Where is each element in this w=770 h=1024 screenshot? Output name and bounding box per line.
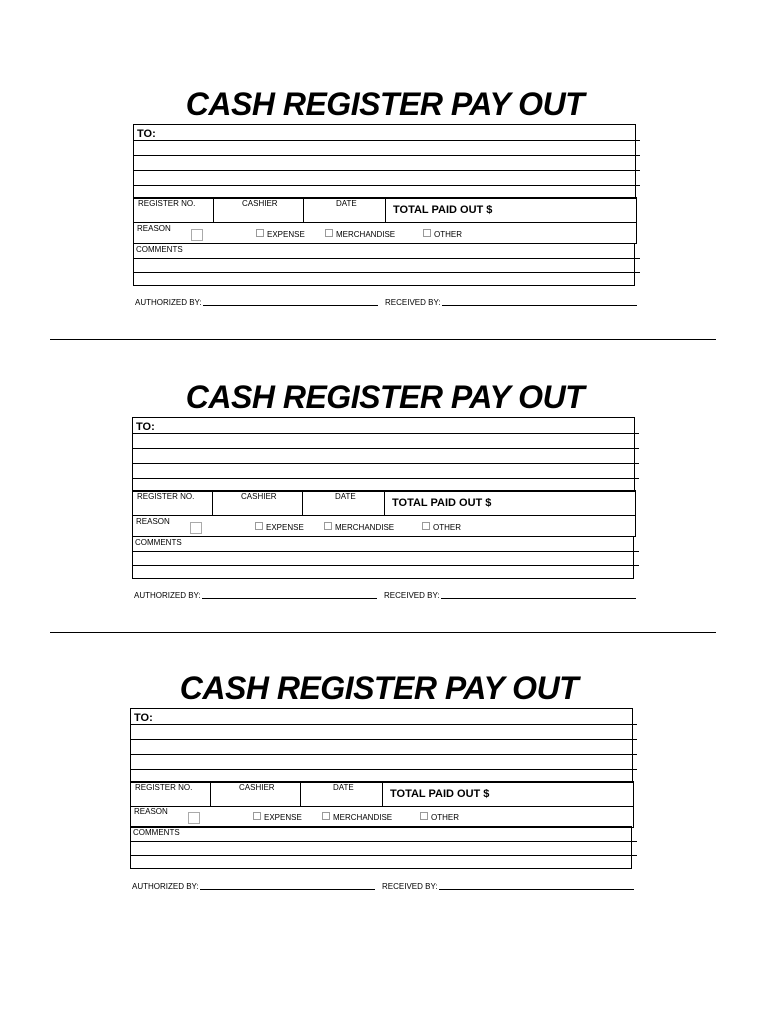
authorized-by-line[interactable]: [203, 305, 378, 306]
comments-box: [133, 243, 635, 286]
received-by-line[interactable]: [442, 305, 637, 306]
expense-checkbox[interactable]: [253, 812, 261, 820]
payout-slip-2: [0, 379, 770, 619]
to-line[interactable]: [132, 433, 639, 434]
merchandise-checkbox[interactable]: [322, 812, 330, 820]
divider-line: [303, 197, 304, 223]
to-line[interactable]: [132, 448, 639, 449]
other-label: OTHER: [433, 523, 461, 532]
comments-line[interactable]: [130, 841, 637, 842]
received-by-line[interactable]: [439, 889, 634, 890]
expense-label: EXPENSE: [266, 523, 304, 532]
received-by-line[interactable]: [441, 598, 636, 599]
merchandise-label: MERCHANDISE: [335, 523, 395, 532]
received-by-label: RECEIVED BY:: [385, 298, 441, 307]
cut-line: [50, 632, 716, 633]
other-checkbox[interactable]: [420, 812, 428, 820]
received-by-label: RECEIVED BY:: [382, 882, 438, 891]
reason-label: REASON: [137, 224, 171, 233]
authorized-by-line[interactable]: [202, 598, 377, 599]
divider-line: [300, 781, 301, 807]
to-line[interactable]: [133, 170, 640, 171]
cashier-label: CASHIER: [241, 492, 277, 501]
comments-line[interactable]: [133, 272, 640, 273]
divider-line: [385, 197, 386, 223]
authorized-by-label: AUTHORIZED BY:: [134, 591, 201, 600]
to-box: [133, 124, 636, 199]
reason-label: REASON: [134, 807, 168, 816]
register-no-label: REGISTER NO.: [135, 783, 193, 792]
merchandise-checkbox[interactable]: [325, 229, 333, 237]
merchandise-label: MERCHANDISE: [333, 813, 393, 822]
comments-label: COMMENTS: [136, 245, 183, 254]
comments-line[interactable]: [132, 551, 639, 552]
total-paid-out-label: TOTAL PAID OUT $: [393, 204, 493, 216]
authorized-by-line[interactable]: [200, 889, 375, 890]
comments-box: [132, 536, 634, 579]
divider-line: [382, 781, 383, 807]
slip-title: CASH REGISTER PAY OUT: [185, 86, 585, 122]
divider-line: [213, 197, 214, 223]
reason-checkbox[interactable]: [190, 522, 202, 534]
payout-slip-1: [0, 86, 770, 326]
date-label: DATE: [336, 199, 357, 208]
to-line[interactable]: [132, 463, 639, 464]
to-line[interactable]: [133, 185, 640, 186]
other-label: OTHER: [434, 230, 462, 239]
comments-line[interactable]: [133, 258, 640, 259]
comments-line[interactable]: [132, 565, 639, 566]
received-by-label: RECEIVED BY:: [384, 591, 440, 600]
expense-checkbox[interactable]: [255, 522, 263, 530]
total-paid-out-label: TOTAL PAID OUT $: [390, 788, 490, 800]
slip-title: CASH REGISTER PAY OUT: [179, 670, 579, 706]
to-label: TO:: [134, 712, 153, 724]
comments-label: COMMENTS: [133, 828, 180, 837]
cashier-label: CASHIER: [242, 199, 278, 208]
to-line[interactable]: [130, 769, 637, 770]
divider-line: [210, 781, 211, 807]
reason-checkbox[interactable]: [188, 812, 200, 824]
authorized-by-label: AUTHORIZED BY:: [135, 298, 202, 307]
cut-line: [50, 339, 716, 340]
register-no-label: REGISTER NO.: [137, 492, 195, 501]
to-line[interactable]: [133, 155, 640, 156]
divider-line: [212, 490, 213, 516]
other-label: OTHER: [431, 813, 459, 822]
divider-line: [302, 490, 303, 516]
other-checkbox[interactable]: [422, 522, 430, 530]
to-line[interactable]: [130, 739, 637, 740]
register-no-label: REGISTER NO.: [138, 199, 196, 208]
to-line[interactable]: [130, 724, 637, 725]
other-checkbox[interactable]: [423, 229, 431, 237]
payout-slip-3: [0, 670, 770, 910]
merchandise-label: MERCHANDISE: [336, 230, 396, 239]
date-label: DATE: [333, 783, 354, 792]
authorized-by-label: AUTHORIZED BY:: [132, 882, 199, 891]
to-box: [130, 708, 633, 783]
to-label: TO:: [136, 421, 155, 433]
total-paid-out-label: TOTAL PAID OUT $: [392, 497, 492, 509]
slip-title: CASH REGISTER PAY OUT: [185, 379, 585, 415]
date-label: DATE: [335, 492, 356, 501]
comments-label: COMMENTS: [135, 538, 182, 547]
to-line[interactable]: [132, 478, 639, 479]
expense-label: EXPENSE: [267, 230, 305, 239]
reason-label: REASON: [136, 517, 170, 526]
comments-box: [130, 826, 632, 869]
to-box: [132, 417, 635, 492]
cashier-label: CASHIER: [239, 783, 275, 792]
comments-line[interactable]: [130, 855, 637, 856]
to-label: TO:: [137, 128, 156, 140]
to-line[interactable]: [133, 140, 640, 141]
expense-checkbox[interactable]: [256, 229, 264, 237]
expense-label: EXPENSE: [264, 813, 302, 822]
reason-checkbox[interactable]: [191, 229, 203, 241]
to-line[interactable]: [130, 754, 637, 755]
merchandise-checkbox[interactable]: [324, 522, 332, 530]
divider-line: [384, 490, 385, 516]
